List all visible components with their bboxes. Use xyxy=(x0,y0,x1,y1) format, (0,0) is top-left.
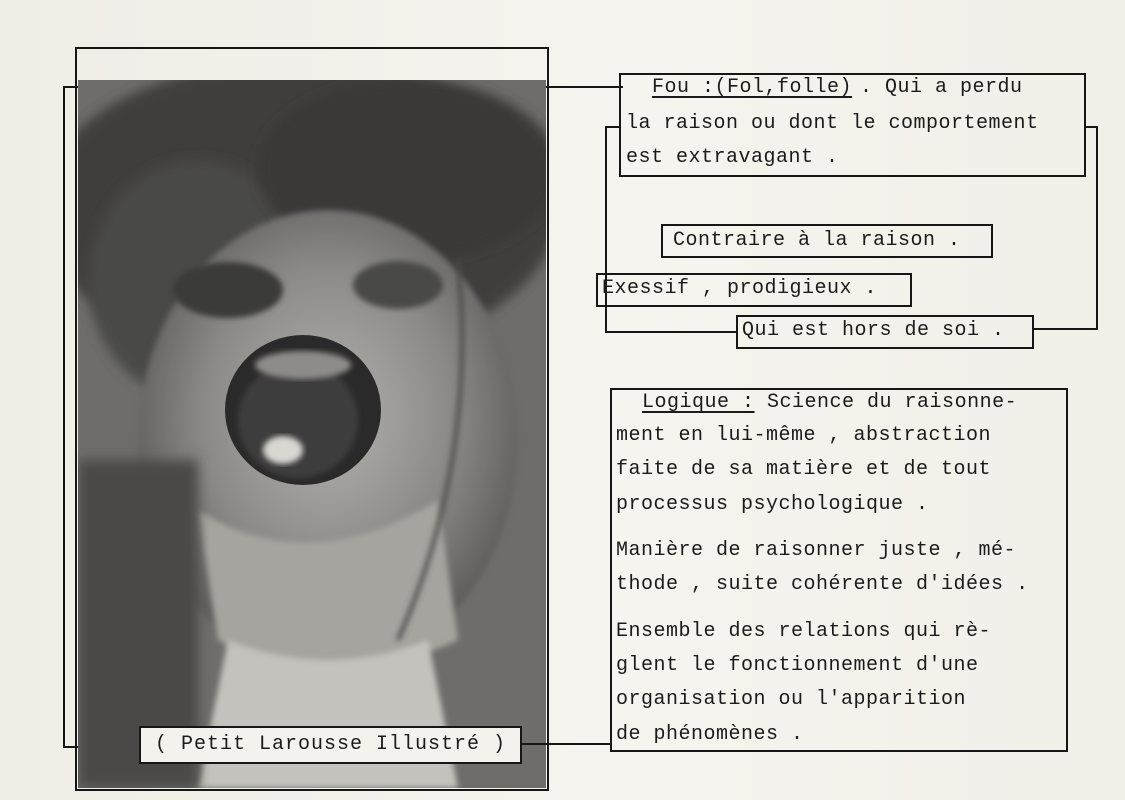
caption-source: ( Petit Larousse Illustré ) xyxy=(139,726,522,764)
logique-para2-line-1: Manière de raisonner juste , mé- xyxy=(616,539,1017,562)
fou-line-2: la raison ou dont le comportement xyxy=(626,112,1039,135)
contraire-text: Contraire à la raison . xyxy=(673,229,961,252)
bracket-left-top xyxy=(605,126,621,128)
logique-para3-line-1: Ensemble des relations qui rè- xyxy=(616,620,992,643)
fou-line-3: est extravagant . xyxy=(626,146,839,169)
logique-para3-line-4: de phénomènes . xyxy=(616,723,804,746)
screaming-face-photo xyxy=(78,80,546,788)
bracket-left-bottom xyxy=(605,331,737,333)
bracket-right-bottom xyxy=(1032,328,1098,330)
logique-line-3: faite de sa matière et de tout xyxy=(616,458,992,481)
excessif-text: Exessif , prodigieux . xyxy=(602,277,878,300)
hors-de-soi-text: Qui est hors de soi . xyxy=(742,319,1005,342)
frame-left-line xyxy=(63,86,65,748)
caption-connector-line xyxy=(520,743,612,745)
logique-line-4: processus psychologique . xyxy=(616,493,929,516)
logique-line-1: Logique : Science du raisonne- xyxy=(642,391,1018,414)
fou-term: Fou :(Fol,folle) . Qui a perdu xyxy=(652,76,1023,99)
logique-line-2: ment en lui-même , abstraction xyxy=(616,424,992,447)
logique-para2-line-2: thode , suite cohérente d'idées . xyxy=(616,573,1029,596)
bracket-right-line xyxy=(1096,126,1098,330)
logique-para3-line-2: glent le fonctionnement d'une xyxy=(616,654,979,677)
bracket-right-top xyxy=(1084,126,1098,128)
logique-para3-line-3: organisation ou l'apparition xyxy=(616,688,967,711)
